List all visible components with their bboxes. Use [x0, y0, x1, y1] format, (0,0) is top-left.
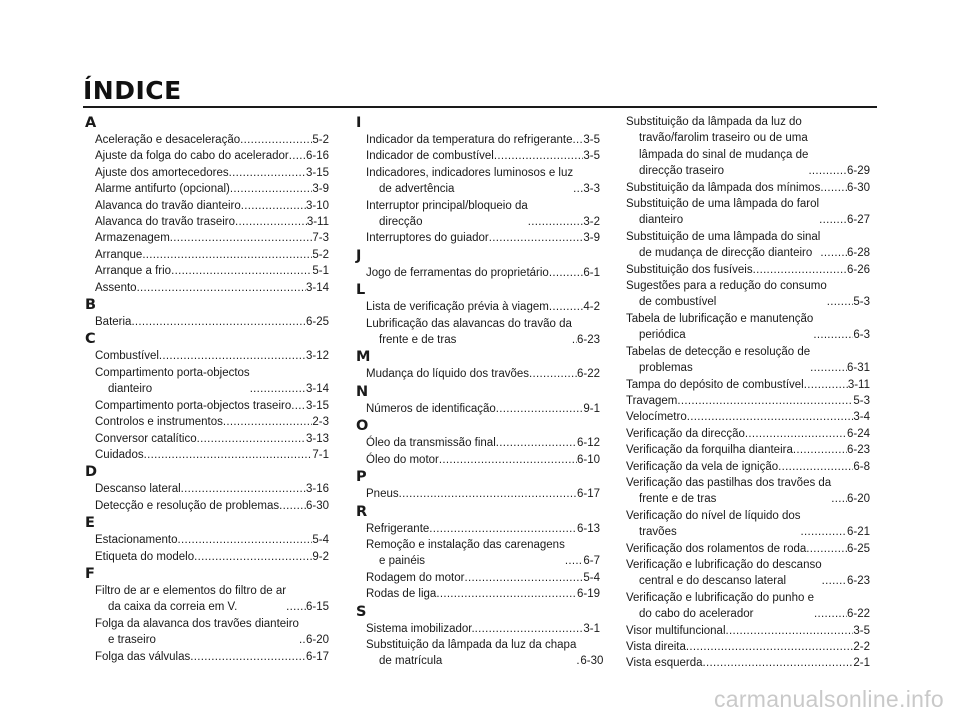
entry-title-line: Detecção e resolução de problemas [95, 499, 280, 512]
index-entry [85, 148, 329, 164]
entry-title-line: problemas [639, 362, 693, 375]
index-letter-heading: J [356, 247, 362, 264]
dot-leader [177, 532, 312, 548]
dot-leader [565, 553, 584, 569]
index-entry [85, 398, 329, 414]
entry-page-number: 3-9 [583, 232, 600, 245]
entry-title-line: Lubrificação das alavancas do travão da [366, 317, 572, 330]
entry-page-number: 6-20 [305, 634, 329, 647]
entry-page-number: 3-15 [305, 166, 329, 179]
entry-title-line: Lista de verificação prévia à viagem [366, 301, 549, 314]
entry-title-line: Bateria [95, 316, 132, 329]
entry-page-number: 6-1 [583, 266, 600, 279]
entry-title-line: Etiqueta do modelo [95, 550, 195, 563]
index-entry [85, 583, 329, 616]
index-entry [356, 621, 600, 637]
entry-title-line: Visor multifuncional [626, 624, 726, 637]
index-letter-heading: C [85, 331, 96, 348]
entry-title-line: frente e de tras [379, 334, 457, 347]
entry-page-number: 6-13 [576, 522, 600, 535]
index-entry [85, 263, 329, 279]
dot-leader [549, 299, 584, 315]
entry-page-number: 6-30 [305, 499, 329, 512]
entry-page-number: 2-2 [853, 641, 870, 653]
entry-page-number: 4-2 [583, 301, 600, 314]
entry-page-number: 6-25 [305, 316, 329, 329]
index-entry [356, 265, 600, 281]
index-entry [85, 414, 329, 430]
index-entry [85, 181, 329, 197]
entry-page-number: 6-24 [846, 427, 870, 440]
dot-leader [820, 245, 847, 261]
index-entry [626, 196, 870, 229]
entry-title-line: Assento [95, 281, 137, 294]
entry-title-line: Tabela de lubrificação e manutenção [626, 312, 814, 325]
index-entry [626, 262, 870, 278]
index-entry [626, 623, 870, 639]
entry-title-line: Alavanca do travão dianteiro [95, 199, 241, 212]
index-entry [356, 586, 600, 602]
entry-title-line: Óleo do motor [366, 453, 439, 466]
index-column-1 [85, 114, 329, 665]
entry-title-line: Substituição de uma lâmpada do sinal [626, 230, 821, 243]
dot-leader [241, 198, 306, 214]
entry-title-line: central e do descanso lateral [639, 575, 787, 588]
dot-leader [142, 247, 312, 263]
entry-title-line: Indicador da temperatura do refrigerante [366, 134, 573, 146]
entry-title-line: do cabo do acelerador [639, 608, 754, 621]
entry-page-number: 9-1 [583, 402, 600, 415]
entry-title-line: de mudança de direcção dianteiro [639, 247, 813, 260]
index-letter-heading: B [85, 297, 97, 314]
entry-page-number: 6-26 [846, 263, 870, 276]
entry-page-number: 6-10 [576, 453, 600, 466]
dot-leader [703, 655, 854, 671]
entry-page-number: 6-23 [846, 575, 870, 588]
entry-page-number: 6-8 [853, 460, 870, 473]
index-column-3 [626, 114, 870, 672]
entry-title-line: Indicador de combustível [366, 150, 494, 163]
index-entry [85, 230, 329, 246]
index-entry [626, 459, 870, 475]
entry-page-number: 6-31 [846, 362, 870, 375]
dot-leader [399, 486, 577, 502]
entry-page-number: 6-15 [305, 601, 329, 614]
index-entry [626, 590, 870, 623]
entry-page-number: 3-5 [583, 150, 600, 163]
entry-page-number: 6-30 [846, 181, 870, 194]
entry-title-line: Filtro de ar e elementos do filtro de ar [95, 584, 287, 597]
title-rule [83, 106, 877, 108]
entry-title-line: dianteiro [639, 214, 684, 227]
index-letter-heading: N [356, 383, 369, 400]
index-letter-heading: A [85, 115, 97, 131]
entry-title-line: Controlos e instrumentos [95, 416, 223, 429]
entry-page-number: 6-22 [576, 368, 600, 381]
entry-title-line: Ajuste dos amortecedores [95, 166, 229, 179]
entry-page-number: 6-16 [305, 150, 329, 163]
index-entry [626, 655, 870, 671]
entry-page-number: 5-2 [312, 248, 329, 261]
dot-leader [181, 481, 306, 497]
dot-leader [820, 180, 847, 196]
entry-page-number: 6-7 [583, 555, 600, 568]
entry-page-number: 3-15 [305, 399, 329, 412]
entry-page-number: 6-22 [846, 608, 870, 621]
entry-page-number: 3-2 [583, 216, 600, 229]
dot-leader [813, 327, 853, 343]
entry-title-line: Verificação e lubrificação do descanso [626, 558, 822, 571]
entry-page-number: 3-4 [853, 411, 870, 424]
entry-page-number: 3-16 [305, 483, 329, 496]
dot-leader [494, 148, 584, 164]
dot-leader [131, 314, 306, 330]
entry-title-line: periódica [639, 329, 686, 342]
entry-page-number: 6-3 [853, 329, 870, 342]
entry-page-number: 3-5 [583, 134, 600, 146]
entry-page-number: 6-30 [580, 655, 604, 668]
entry-title-line: Rodagem do motor [366, 571, 465, 584]
index-entry [85, 198, 329, 214]
dot-leader [573, 181, 583, 197]
page-title: ÍNDICE [83, 76, 182, 105]
entry-page-number: 5-3 [853, 296, 870, 309]
index-entry [626, 229, 870, 262]
entry-title-line: Arranque [95, 248, 143, 261]
entry-page-number: 6-23 [576, 334, 600, 347]
dot-leader [827, 294, 854, 310]
index-letter-heading: E [85, 515, 95, 532]
dot-leader [822, 573, 847, 589]
entry-title-line: Verificação da direcção [626, 427, 745, 440]
dot-leader [819, 212, 847, 228]
entry-title-line: Verificação e lubrificação do punho e [626, 591, 814, 604]
entry-title-line: Substituição da lâmpada da luz da chapa [366, 638, 577, 651]
index-entry [356, 230, 600, 246]
dot-leader [171, 263, 312, 279]
dot-leader [137, 280, 306, 296]
dot-leader [299, 632, 306, 648]
entry-page-number: 6-12 [576, 437, 600, 450]
entry-title-line: Substituição da lâmpada da luz do [626, 116, 802, 128]
entry-title-line: Cuidados [95, 448, 144, 461]
entry-title-line: Alarme antifurto (opcional) [95, 183, 230, 196]
index-entry [85, 431, 329, 447]
entry-title-line: Substituição dos fusíveis [626, 263, 753, 276]
index-entry [356, 637, 604, 670]
entry-page-number: 3-9 [312, 183, 329, 196]
dot-leader [475, 621, 584, 637]
dot-leader [745, 426, 847, 442]
entry-title-line: de combustível [639, 296, 717, 309]
index-entry [85, 498, 329, 514]
index-entry [356, 435, 600, 451]
dot-leader [778, 459, 853, 475]
dot-leader [144, 447, 313, 463]
entry-page-number: 3-13 [305, 432, 329, 445]
index-entry [85, 532, 329, 548]
index-entry [356, 316, 600, 349]
dot-leader [793, 442, 847, 458]
entry-title-line: travões [639, 526, 677, 539]
index-entry [85, 348, 329, 364]
index-entry [356, 132, 600, 148]
dot-leader [831, 491, 847, 507]
entry-title-line: Números de identificação [366, 402, 496, 415]
index-entry [356, 165, 600, 198]
entry-title-line: Verificação dos rolamentos de roda [626, 542, 807, 555]
index-entry [85, 280, 329, 296]
index-letter-heading: M [356, 349, 371, 366]
entry-page-number: 6-17 [305, 650, 329, 663]
entry-title-line: e painéis [379, 555, 426, 568]
entry-title-line: Ajuste da folga do cabo do acelerador [95, 150, 289, 163]
dot-leader [726, 623, 854, 639]
index-entry [85, 214, 329, 230]
entry-page-number: 5-2 [312, 134, 329, 146]
entry-title-line: Arranque a frio [95, 265, 172, 278]
entry-title-line: Compartimento porta-objectos traseiro [95, 399, 292, 412]
entry-title-line: Mudança do líquido dos travões [366, 368, 530, 381]
dot-leader [801, 524, 847, 540]
index-letter-heading: P [356, 469, 367, 486]
index-entry [356, 537, 600, 570]
dot-leader [496, 435, 577, 451]
dot-leader [677, 393, 853, 409]
entry-title-line: Remoção e instalação das carenagens [366, 538, 565, 551]
index-entry [626, 311, 870, 344]
dot-leader [291, 398, 306, 414]
entry-title-line: e traseiro [108, 634, 156, 647]
index-entry [356, 366, 600, 382]
entry-title-line: Folga da alavanca dos travões dianteiro [95, 617, 299, 630]
entry-page-number: 3-11 [306, 216, 329, 229]
entry-title-line: Verificação do nível de líquido dos [626, 509, 801, 522]
index-entry [85, 481, 329, 497]
dot-leader [528, 214, 584, 230]
index-entry [626, 344, 870, 377]
entry-title-line: Pneus [366, 488, 399, 501]
entry-title-line: Interruptores do guiador [366, 232, 489, 245]
dot-leader [190, 649, 306, 665]
dot-leader [289, 148, 306, 164]
dot-leader [687, 409, 854, 425]
entry-page-number: 6-20 [846, 493, 870, 506]
index-entry [356, 299, 600, 315]
entry-title-line: de advertência [379, 183, 455, 196]
index-entry [626, 541, 870, 557]
entry-page-number: 6-27 [846, 214, 870, 227]
entry-title-line: frente e de tras [639, 493, 717, 506]
dot-leader [279, 498, 306, 514]
entry-title-line: Combustível [95, 350, 159, 363]
entry-title-line: Armazenagem [95, 232, 170, 245]
index-letter-heading: F [85, 565, 95, 582]
dot-leader [436, 586, 577, 602]
dot-leader [529, 366, 577, 382]
index-entry [626, 442, 870, 458]
entry-title-line: Tampa do depósito de combustível [626, 378, 804, 391]
index-entry [356, 401, 600, 417]
entry-page-number: 3-1 [583, 622, 600, 635]
index-entry [626, 557, 870, 590]
dot-leader [439, 452, 577, 468]
dot-leader [170, 230, 313, 246]
entry-title-line: Interruptor principal/bloqueio da [366, 199, 528, 212]
entry-title-line: Compartimento porta-objectos [95, 366, 250, 379]
dot-leader [810, 360, 847, 376]
index-entry [356, 452, 600, 468]
entry-page-number: 3-5 [853, 624, 870, 637]
entry-title-line: Rodas de liga [366, 588, 437, 601]
entry-page-number: 7-1 [312, 448, 329, 461]
index-entry [85, 247, 329, 263]
index-entry [85, 649, 329, 665]
entry-page-number: 3-11 [847, 378, 870, 391]
entry-page-number: 7-3 [312, 232, 329, 245]
index-entry [626, 426, 870, 442]
entry-page-number: 6-23 [846, 444, 870, 457]
entry-page-number: 3-3 [583, 183, 600, 196]
index-entry [356, 148, 600, 164]
dot-leader [229, 165, 306, 181]
index-entry [356, 521, 600, 537]
index-entry [356, 486, 600, 502]
dot-leader [240, 132, 312, 148]
dot-leader [194, 549, 312, 565]
index-letter-heading: R [356, 503, 368, 520]
index-entry [626, 475, 870, 508]
entry-title-line: Sistema imobilizador. [366, 622, 475, 635]
index-letter-heading: D [85, 464, 98, 481]
entry-page-number: 5-1 [312, 265, 329, 278]
entry-page-number: 6-21 [846, 526, 870, 539]
index-entry [356, 198, 600, 231]
entry-page-number: 5-4 [583, 571, 600, 584]
index-entry [356, 570, 600, 586]
index-entry [85, 314, 329, 330]
entry-page-number: 3-10 [305, 199, 329, 212]
dot-leader [250, 381, 306, 397]
index-entry [626, 639, 870, 655]
entry-title-line: Substituição de uma lâmpada do farol [626, 198, 820, 211]
entry-title-line: Aceleração e desaceleração [95, 134, 241, 146]
entry-title-line: Verificação das pastilhas dos travões da [626, 476, 832, 489]
entry-page-number: 3-14 [305, 383, 329, 396]
entry-title-line: Tabelas de detecção e resolução de [626, 345, 811, 358]
entry-page-number: 6-25 [846, 542, 870, 555]
dot-leader [686, 639, 853, 655]
index-entry [85, 365, 329, 398]
entry-page-number: 6-19 [576, 588, 600, 601]
entry-title-line: Alavanca do travão traseiro [95, 216, 235, 229]
dot-leader [429, 521, 577, 537]
index-entry [626, 377, 870, 393]
entry-page-number: 6-17 [576, 488, 600, 501]
index-entry [626, 409, 870, 425]
index-entry [626, 114, 870, 180]
dot-leader [808, 163, 847, 179]
dot-leader [235, 214, 307, 230]
index-column-2 [356, 114, 604, 670]
entry-page-number: 2-1 [853, 657, 870, 670]
entry-page-number: 6-28 [846, 247, 870, 260]
index-entry [85, 549, 329, 565]
entry-title-line: direcção [379, 216, 423, 229]
index-entry [626, 393, 870, 409]
entry-title-line: Velocímetro [626, 411, 687, 424]
entry-title-line: Travagem [626, 394, 678, 407]
entry-page-number: 5-3 [853, 394, 870, 407]
index-letter-heading: I [356, 115, 362, 131]
dot-leader [489, 230, 584, 246]
entry-title-line: Vista esquerda [626, 657, 703, 670]
entry-title-line: dianteiro [108, 383, 153, 396]
index-entry [85, 132, 329, 148]
dot-leader [814, 606, 847, 622]
entry-page-number: 3-12 [305, 350, 329, 363]
dot-leader [197, 431, 306, 447]
dot-leader [804, 377, 848, 393]
dot-leader [496, 401, 584, 417]
entry-title-line: Folga das válvulas [95, 650, 191, 663]
entry-title-line: Indicadores, indicadores luminosos e luz [366, 166, 574, 179]
entry-page-number: 9-2 [312, 550, 329, 563]
dot-leader [549, 265, 584, 281]
entry-title-line: Verificação da forquilha dianteira [626, 444, 793, 457]
entry-title-line: Óleo da transmissão final [366, 437, 496, 450]
index-letter-heading: O [356, 418, 369, 435]
index-entry [626, 278, 870, 311]
index-entry [626, 180, 870, 196]
watermark: carmanualsonline.info [713, 686, 944, 712]
index-entry [85, 616, 329, 649]
entry-title-line: Conversor catalítico [95, 432, 197, 445]
entry-title-line: Sugestões para a redução do consumo [626, 280, 827, 293]
entry-title-line: Substituição da lâmpada dos mínimos [626, 181, 821, 194]
entry-title-line: Jogo de ferramentas do proprietário [366, 266, 549, 279]
index-letter-heading: L [356, 282, 366, 299]
entry-title-line: Estacionamento [95, 534, 178, 547]
dot-leader [464, 570, 583, 586]
dot-leader [753, 262, 847, 278]
entry-title-line: travão/farolim traseiro ou de uma [639, 132, 808, 145]
entry-title-line: Vista direita [626, 641, 686, 653]
dot-leader [572, 132, 583, 148]
dot-leader [286, 599, 306, 615]
index-entry [85, 165, 329, 181]
entry-page-number: 5-4 [312, 534, 329, 547]
entry-title-line: da caixa da correia em V. [108, 601, 238, 614]
entry-page-number: 3-14 [305, 281, 329, 294]
entry-title-line: lâmpada do sinal de mudança de [639, 148, 809, 161]
entry-title-line: Descanso lateral [95, 483, 181, 496]
index-entry [85, 447, 329, 463]
index-entry [626, 508, 870, 541]
index-letter-heading: S [356, 603, 367, 620]
entry-title-line: direcção traseiro [639, 165, 725, 178]
entry-page-number: 2-3 [312, 416, 329, 429]
dot-leader [230, 181, 313, 197]
entry-title-line: de matrícula [379, 655, 443, 668]
dot-leader [223, 414, 313, 430]
entry-title-line: Verificação da vela de ignição [626, 460, 779, 473]
entry-page-number: 6-29 [846, 165, 870, 178]
entry-title-line: Refrigerante [366, 522, 430, 535]
dot-leader [159, 348, 306, 364]
dot-leader [806, 541, 847, 557]
